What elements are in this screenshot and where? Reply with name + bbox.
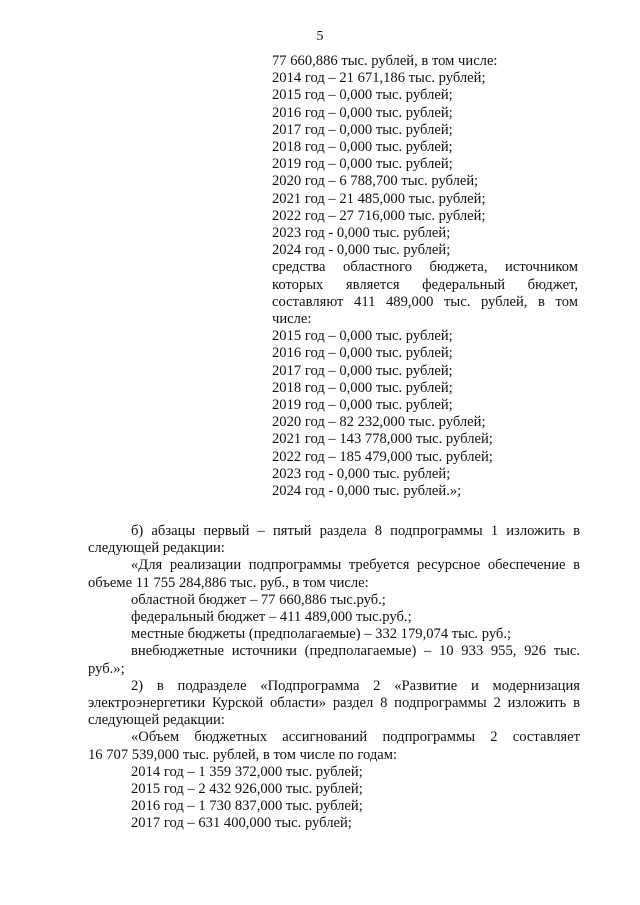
federal-year-line: 2023 год - 0,000 тыс. рублей;	[272, 465, 451, 482]
section-2-quote-cont: 16 707 539,000 тыс. рублей, в том числе по годам:	[88, 746, 398, 763]
year-line: 2016 год – 0,000 тыс. рублей;	[272, 104, 453, 121]
year-line: 2022 год – 27 716,000 тыс. рублей;	[272, 207, 486, 224]
section-2-quote: «Объем бюджетных ассигнований подпрограммы 2 составляет	[131, 729, 580, 746]
federal-year-line: 2022 год – 185 479,000 тыс. рублей;	[272, 448, 493, 465]
section-b-heading: б) абзацы первый – пятый раздела 8 подпрограммы 1 изложить в	[131, 523, 580, 539]
year-line: 2018 год – 0,000 тыс. рублей;	[272, 139, 453, 156]
year-line: 2023 год - 0,000 тыс. рублей;	[272, 225, 451, 242]
federal-year-line: 2018 год – 0,000 тыс. рублей;	[272, 379, 453, 396]
federal-year-line: 2015 год – 0,000 тыс. рублей;	[272, 328, 453, 345]
federal-year-line: 2024 год - 0,000 тыс. рублей.»;	[272, 483, 462, 500]
section-2-year-line: 2015 год – 2 432 926,000 тыс. рублей;	[131, 781, 363, 798]
section-b-quote-cont: объеме 11 755 284,886 тыс. руб., в том числе:	[88, 574, 369, 591]
federal-intro-line: числе:	[272, 311, 312, 328]
section-2-heading: 2) в подразделе «Подпрограмма 2 «Развитие и модернизация	[131, 677, 580, 694]
regional-budget-line: областной бюджет – 77 660,886 тыс.руб.;	[131, 591, 386, 608]
year-line: 2021 год – 21 485,000 тыс. рублей;	[272, 190, 486, 207]
budget-column	[272, 53, 578, 500]
federal-year-line: 2019 год – 0,000 тыс. рублей;	[272, 397, 453, 414]
local-budget-line: местные бюджеты (предполагаемые) – 332 179,074 тыс. руб.;	[131, 626, 512, 643]
document-body	[88, 523, 580, 833]
extra-budget-line-cont: руб.»;	[88, 660, 125, 677]
section-2-heading-cont: электроэнергетики Курской области» раздел 8 подпрограммы 2 изложить в	[88, 695, 580, 712]
section-2-year-line: 2014 год – 1 359 372,000 тыс. рублей;	[131, 763, 363, 780]
section-b-heading-cont: следующей редакции:	[88, 540, 225, 557]
federal-year-line: 2021 год – 143 778,000 тыс. рублей;	[272, 431, 493, 448]
extra-budget-line: внебюджетные источники (предполагаемые) – 10 933 955, 926 тыс.	[131, 643, 580, 660]
federal-intro-line: которых является федеральный бюджет,	[272, 276, 578, 293]
federal-budget-line: федеральный бюджет – 411 489,000 тыс.руб.;	[131, 609, 412, 626]
federal-year-line: 2020 год – 82 232,000 тыс. рублей;	[272, 414, 486, 431]
federal-year-line: 2016 год – 0,000 тыс. рублей;	[272, 345, 453, 362]
year-line: 2014 год – 21 671,186 тыс. рублей;	[272, 70, 486, 87]
year-line: 2017 год – 0,000 тыс. рублей;	[272, 121, 453, 138]
federal-intro-line: средства областного бюджета, источником	[272, 259, 578, 276]
section-2-year-line: 2016 год – 1 730 837,000 тыс. рублей;	[131, 798, 363, 815]
federal-year-line: 2017 год – 0,000 тыс. рублей;	[272, 362, 453, 379]
section-2-heading-end: следующей редакции:	[88, 712, 225, 729]
year-line: 2024 год - 0,000 тыс. рублей;	[272, 242, 451, 259]
section-b-quote: «Для реализации подпрограммы требуется ресурсное обеспечение в	[131, 557, 580, 574]
federal-intro-line: составляют 411 489,000 тыс. рублей, в том	[272, 293, 578, 310]
year-line: 2020 год – 6 788,700 тыс. рублей;	[272, 173, 479, 190]
year-line: 2019 год – 0,000 тыс. рублей;	[272, 156, 453, 173]
section-2-year-line: 2017 год – 631 400,000 тыс. рублей;	[131, 815, 352, 832]
year-line: 2015 год – 0,000 тыс. рублей;	[272, 87, 453, 104]
total-line: 77 660,886 тыс. рублей, в том числе:	[272, 53, 498, 69]
page-number: 5	[316, 29, 324, 44]
